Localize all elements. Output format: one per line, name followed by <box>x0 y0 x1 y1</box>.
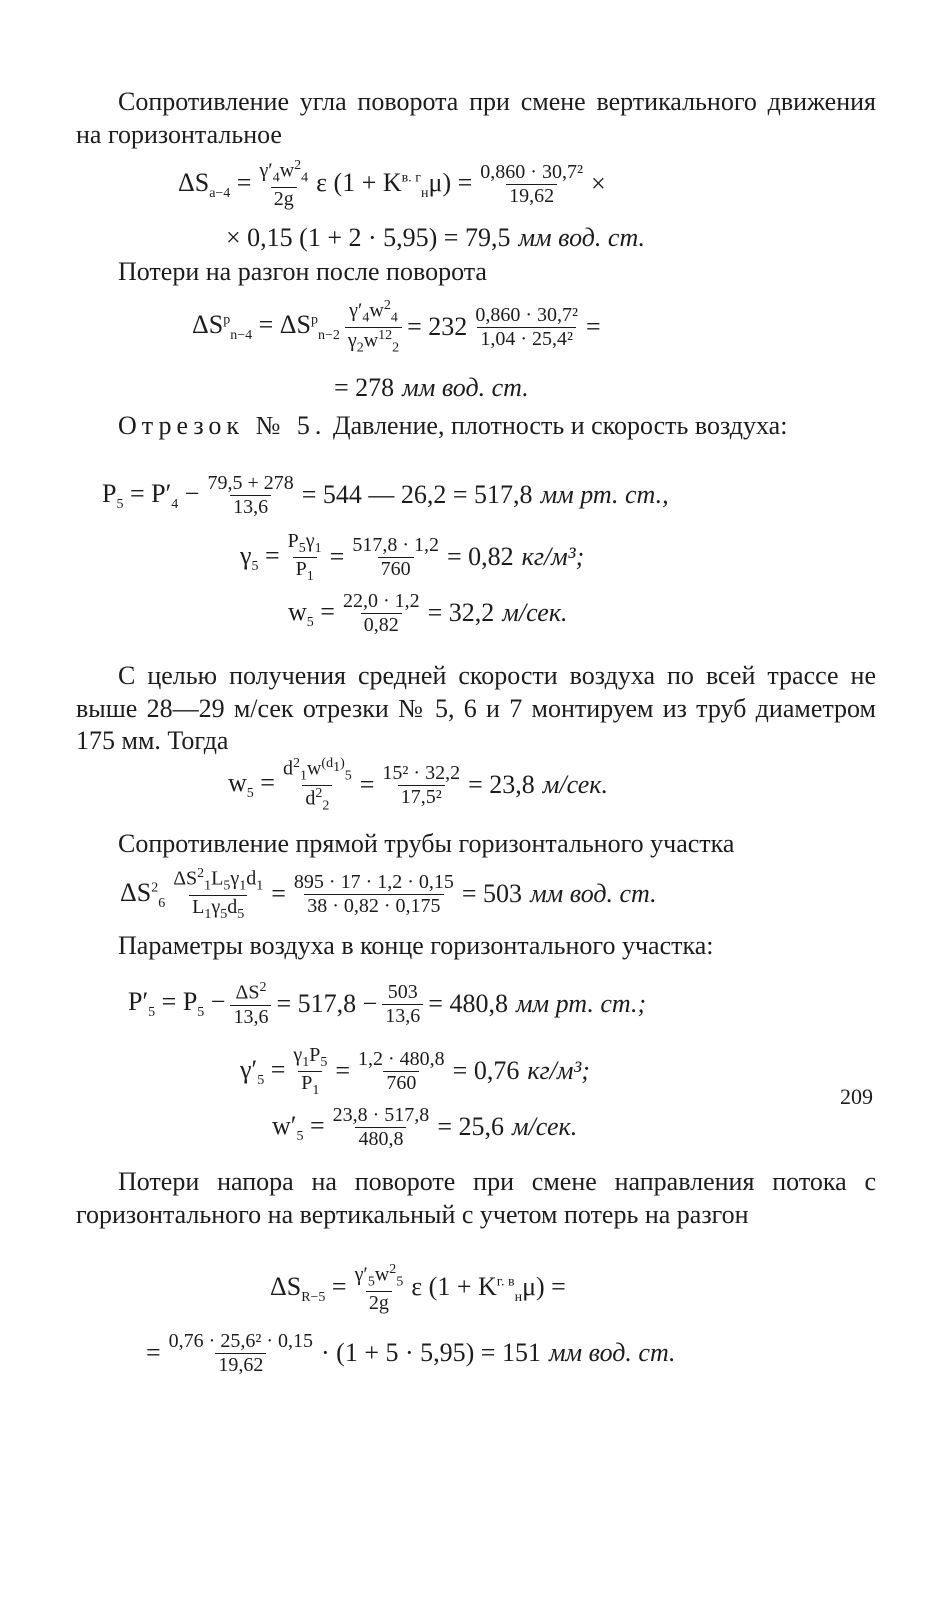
eq13-fraction <box>352 1262 407 1315</box>
eq3-f2-denominator: 1,04 · 25,4² <box>477 327 576 351</box>
eq11-rhs: = 0,76 <box>452 1056 520 1086</box>
eq11-unit: кг/м³; <box>527 1056 590 1086</box>
eq8-rhs: = 23,8 <box>468 770 535 799</box>
eq3-middle: = 232 <box>407 312 468 341</box>
eq6-lhs: $\gamma_5$ = <box>240 540 280 574</box>
paragraph-angle-resistance: Сопротивление угла поворота при смене вертикального движения на горизонтальное <box>76 87 876 149</box>
eq1-tail: × <box>590 169 606 199</box>
equation-7 <box>288 590 576 637</box>
eq8-f1-numerator: $d^2_1w^{(d_1)}_5$ <box>282 756 352 784</box>
eq10-f2-numerator: 503 <box>387 980 418 1003</box>
eq11-lhs: $\gamma'_5$ = <box>240 1054 286 1088</box>
eq14-denominator: 19,62 <box>215 1353 266 1377</box>
eq1-fraction-1 <box>256 158 311 211</box>
eq11-f2-denominator: 760 <box>383 1071 419 1095</box>
eq9-middle: = <box>271 879 286 909</box>
eq7-unit: м/сек. <box>502 598 568 628</box>
eq8-fraction-2 <box>379 762 463 809</box>
eq8-middle: = <box>359 770 375 799</box>
eq6-rhs: = 0,82 <box>446 542 514 572</box>
eq11-middle: = <box>335 1056 350 1086</box>
eq10-middle: = 517,8 − <box>276 989 378 1019</box>
eq9-f1-denominator: $L_1\gamma_5d_5$ <box>189 895 247 923</box>
equation-6 <box>240 530 592 585</box>
eq10-fraction-1 <box>230 980 271 1029</box>
eq8-unit: м/сек. <box>542 770 608 799</box>
eq3-lhs: $\Delta S^р_{n-4} = \Delta S^р_{n-2}$ <box>192 310 340 344</box>
eq11-fraction-2 <box>355 1048 448 1095</box>
paragraph-air-parameters: Параметры воздуха в конце горизонтального участка: <box>118 931 714 960</box>
eq5-lhs: $P_5 = P'_4$ − <box>102 478 200 512</box>
eq6-f2-numerator: 517,8 · 1,2 <box>352 534 439 557</box>
eq9-rhs: = 503 <box>461 879 523 909</box>
eq5-denominator: 13,6 <box>230 495 271 519</box>
eq10-fraction-2 <box>382 981 423 1028</box>
eq12-rhs: = 25,6 <box>437 1112 504 1142</box>
eq12-lhs: $w'_5$ = <box>272 1110 325 1144</box>
eq3-fraction-1 <box>345 298 402 357</box>
eq9-f2-denominator: 38 · 0,82 · 0,175 <box>304 894 443 918</box>
eq3-f1-numerator: $\gamma'_4w^2_4$ <box>349 298 398 326</box>
eq3-f2-numerator: 0,860 · 30,7² <box>475 303 578 326</box>
eq10-f1-numerator: $\Delta S^2$ <box>235 980 267 1004</box>
eq10-lhs: $P'_5 = P_5$ − <box>128 987 226 1021</box>
eq10-unit: мм рт. ст.; <box>515 989 647 1019</box>
equation-4 <box>334 372 537 405</box>
eq14-fraction <box>166 1330 316 1377</box>
paragraph-acceleration-losses: Потери на разгон после поворота <box>118 257 487 286</box>
eq4-body: = 278 <box>334 373 395 402</box>
eq8-fraction-1 <box>280 756 355 815</box>
eq5-fraction <box>204 472 296 519</box>
page-number: 209 <box>840 1084 873 1109</box>
equation-9 <box>120 866 665 923</box>
eq3-tail: = <box>585 312 601 341</box>
eq10-f2-denominator: 13,6 <box>382 1004 423 1028</box>
eq1-f1-numerator: $\gamma'_4w^2_4$ <box>259 158 309 186</box>
eq12-unit: м/сек. <box>511 1112 578 1142</box>
eq7-fraction <box>340 590 423 637</box>
eq1-f2-numerator: 0,860 · 30,7² <box>480 160 583 183</box>
eq8-f1-denominator: $d^2_2$ <box>302 785 332 815</box>
eq14-rhs: · (1 + 5 · 5,95) = 151 <box>321 1338 541 1368</box>
eq9-lhs: $\Delta S^2_6$ <box>120 877 166 911</box>
eq7-rhs: = 32,2 <box>427 598 495 628</box>
paragraph-pressure-losses: Потери напора на повороте при смене направления потока с горизонтального на вертикальный с учетом потерь на разгон <box>76 1167 876 1229</box>
eq6-f2-denominator: 760 <box>378 557 414 581</box>
eq2-body: × 0,15 (1 + 2 · 5,95) = 79,5 <box>226 223 511 252</box>
equation-12 <box>272 1104 585 1151</box>
eq9-f2-numerator: 895 · 17 · 1,2 · 0,15 <box>293 870 454 893</box>
equation-11 <box>240 1044 598 1099</box>
equation-2 <box>226 222 653 255</box>
eq8-f2-denominator: 17,5² <box>398 785 445 809</box>
eq6-middle: = <box>329 542 345 572</box>
eq3-fraction-2 <box>472 304 581 351</box>
eq2-unit: мм вод. ст. <box>518 223 646 252</box>
eq9-fraction-2 <box>291 871 457 918</box>
eq11-fraction-1 <box>290 1044 330 1099</box>
equation-3 <box>192 298 601 357</box>
eq11-f1-denominator: $P_1$ <box>298 1071 322 1099</box>
eq3-f1-denominator: $\gamma_2w^{12}_2$ <box>345 327 402 357</box>
equation-1 <box>178 158 606 211</box>
eq12-denominator: 480,8 <box>355 1127 406 1151</box>
eq12-numerator: 23,8 · 517,8 <box>332 1104 430 1126</box>
eq1-fraction-2 <box>477 161 586 208</box>
eq6-fraction-1 <box>285 530 325 585</box>
eq8-lhs: $w_5$ = <box>228 768 275 802</box>
eq11-f2-numerator: 1,2 · 480,8 <box>358 1048 445 1071</box>
paragraph-average-velocity: С целью получения средней скорости воздуха по всей трассе не выше 28—29 м/сек отрезки № 5, 6 и 7 монтируем из труб диаметром 175 мм. Тогда <box>76 661 876 755</box>
eq13-numerator: $\gamma'_5w^2_5$ <box>354 1262 404 1290</box>
eq5-unit: мм рт. ст., <box>540 480 669 510</box>
eq10-f1-denominator: 13,6 <box>230 1005 271 1029</box>
eq6-fraction-2 <box>349 534 442 581</box>
paragraph-segment-5 <box>76 410 876 443</box>
eq6-f1-numerator: $P_5\gamma_1$ <box>287 530 322 556</box>
eq13-rhs: ε $(1 + K^{г. в}_н\mu)$ = <box>411 1271 566 1305</box>
eq14-lhs: = <box>146 1338 161 1368</box>
eq5-numerator: 79,5 + 278 <box>207 472 294 494</box>
equation-14 <box>146 1330 684 1377</box>
paragraph-straight-pipe: Сопротивление прямой трубы горизонтального участка <box>118 829 735 858</box>
eq1-lhs: $\Delta S_{a-4}$ = <box>178 167 252 201</box>
equation-5 <box>102 472 677 519</box>
eq7-numerator: 22,0 · 1,2 <box>342 590 420 612</box>
eq1-f1-denominator: 2g <box>271 187 297 211</box>
segment-5-lead: Отрезок № 5. <box>118 411 327 440</box>
eq1-middle: ε $(1 + K^{в. г}_н\mu)$ = <box>316 167 473 201</box>
eq11-f1-numerator: $\gamma_1P_5$ <box>293 1044 328 1070</box>
eq7-denominator: 0,82 <box>361 613 402 637</box>
eq7-lhs: $w_5$ = <box>288 596 335 630</box>
eq6-f1-denominator: $P_1$ <box>293 557 317 585</box>
equation-10 <box>128 980 654 1029</box>
segment-5-text: Давление, плотность и скорость воздуха: <box>332 411 788 440</box>
eq9-fraction-1 <box>170 866 266 923</box>
eq4-unit: мм вод. ст. <box>402 373 529 402</box>
eq14-numerator: 0,76 · 25,6² · 0,15 <box>168 1330 313 1352</box>
eq13-lhs: $\Delta S_{R-5}$ = <box>270 1271 347 1305</box>
eq13-denominator: 2g <box>366 1291 392 1315</box>
eq6-unit: кг/м³; <box>521 542 585 572</box>
eq10-rhs: = 480,8 <box>428 989 508 1019</box>
eq12-fraction <box>330 1104 433 1151</box>
equation-8 <box>228 756 616 815</box>
eq14-unit: мм вод. ст. <box>548 1338 676 1368</box>
eq8-f2-numerator: 15² · 32,2 <box>382 761 461 784</box>
eq5-rhs: = 544 — 26,2 = 517,8 <box>301 480 533 510</box>
eq1-f2-denominator: 19,62 <box>506 184 557 208</box>
eq9-f1-numerator: $\Delta S^2_1L_5\gamma_1d_1$ <box>173 866 264 894</box>
eq9-unit: мм вод. ст. <box>530 879 657 909</box>
equation-13 <box>270 1262 566 1315</box>
